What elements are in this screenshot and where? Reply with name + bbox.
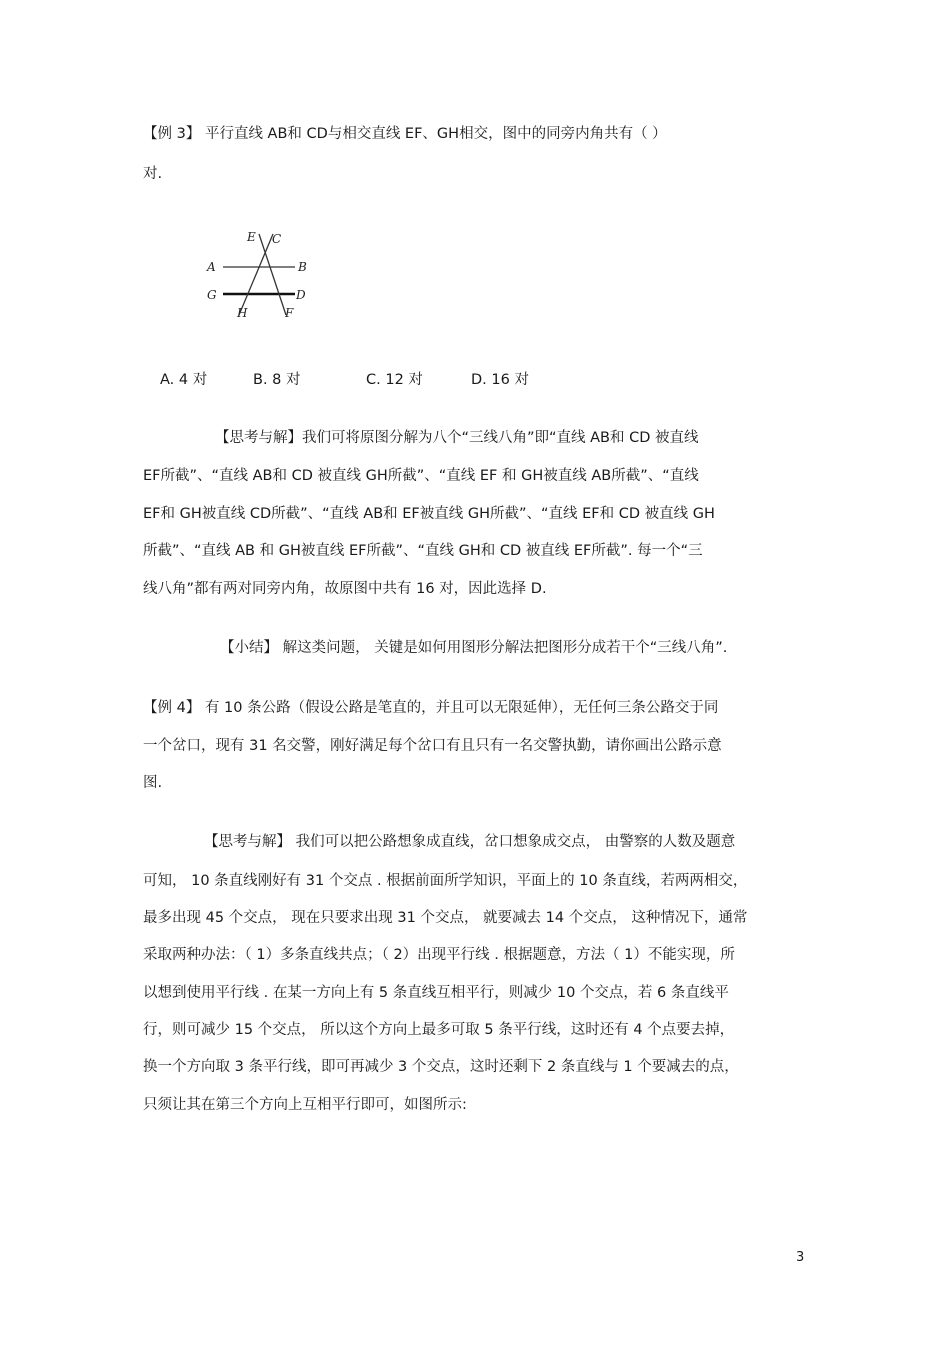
- example4-line: 【例 4】 有 10 条公路（假设公路是笔直的，并且可以无限延伸），无任何三条公路交于同: [143, 700, 719, 716]
- label-g: G: [207, 288, 217, 302]
- line-gh: [239, 234, 273, 315]
- solution4-line: 以想到使用平行线 . 在某一方向上有 5 条直线互相平行，则减少 10 个交点，若 6 条直线平: [143, 985, 729, 1001]
- summary-line: 【小结】 解这类问题， 关键是如何用图形分解法把图形分成若干个“三线八角”.: [220, 640, 728, 656]
- solution4-line: 换一个方向取 3 条平行线，即可再减少 3 个交点，这时还剩下 2 条直线与 1 个要减去的点，: [143, 1059, 739, 1075]
- solution4-line: 最多出现 45 个交点， 现在只要求出现 31 个交点， 就要减去 14 个交点， 这种情况下，通常: [143, 910, 748, 926]
- label-e: E: [247, 230, 256, 244]
- example3-question-line2: 对.: [143, 166, 163, 182]
- example3-question-line1: 【例 3】 平行直线 AB和 CD与相交直线 EF、GH相交，图中的同旁内角共有（ ）: [143, 126, 667, 142]
- line-ef: [259, 234, 286, 315]
- example4-line: 图.: [143, 775, 163, 791]
- label-d: D: [296, 288, 306, 302]
- solution3-line: EF所截”、“直线 AB和 CD 被直线 GH所截”、“直线 EF 和 GH被直线 AB所截”、“直线: [143, 468, 699, 484]
- solution3-line: EF和 GH被直线 CD所截”、“直线 AB和 EF被直线 GH所截”、“直线 EF和 CD 被直线 GH: [143, 506, 715, 522]
- solution4-line: 行，则可减少 15 个交点， 所以这个方向上最多可取 5 条平行线，这时还有 4 个点要去掉，: [143, 1022, 735, 1038]
- label-f: F: [285, 306, 294, 320]
- solution3-line: 所截”、“直线 AB 和 GH被直线 EF所截”、“直线 GH和 CD 被直线 EF所截”. 每一个“三: [143, 543, 703, 559]
- label-a: A: [207, 260, 216, 274]
- option-a: A. 4 对: [160, 372, 208, 388]
- solution3-line: 线八角”都有两对同旁内角，故原图中共有 16 对，因此选择 D.: [143, 581, 547, 597]
- solution4-line: 采取两种办法：（ 1）多条直线共点；（ 2）出现平行线 . 根据题意，方法（ 1）不能实现，所: [143, 947, 735, 963]
- option-d: D. 16 对: [471, 372, 529, 388]
- solution4-line: 可知， 10 条直线刚好有 31 个交点 . 根据前面所学知识，平面上的 10 条直线，若两两相交，: [143, 873, 748, 889]
- solution3-line: 【思考与解】我们可将原图分解为八个“三线八角”即“直线 AB和 CD 被直线: [215, 430, 699, 446]
- option-b: B. 8 对: [253, 372, 301, 388]
- label-b: B: [298, 260, 307, 274]
- label-h: H: [237, 306, 248, 320]
- page-number: 3: [796, 1250, 805, 1265]
- solution4-line: 【思考与解】 我们可以把公路想象成直线，岔口想象成交点， 由警察的人数及题意: [204, 834, 736, 850]
- example4-line: 一个岔口，现有 31 名交警，刚好满足每个岔口有且只有一名交警执勤，请你画出公路示意: [143, 738, 722, 754]
- label-c-top: C: [272, 232, 282, 246]
- solution4-line: 只须让其在第三个方向上互相平行即可，如图所示:: [143, 1097, 467, 1113]
- parallel-lines-figure: [195, 222, 315, 322]
- option-c: C. 12 对: [366, 372, 423, 388]
